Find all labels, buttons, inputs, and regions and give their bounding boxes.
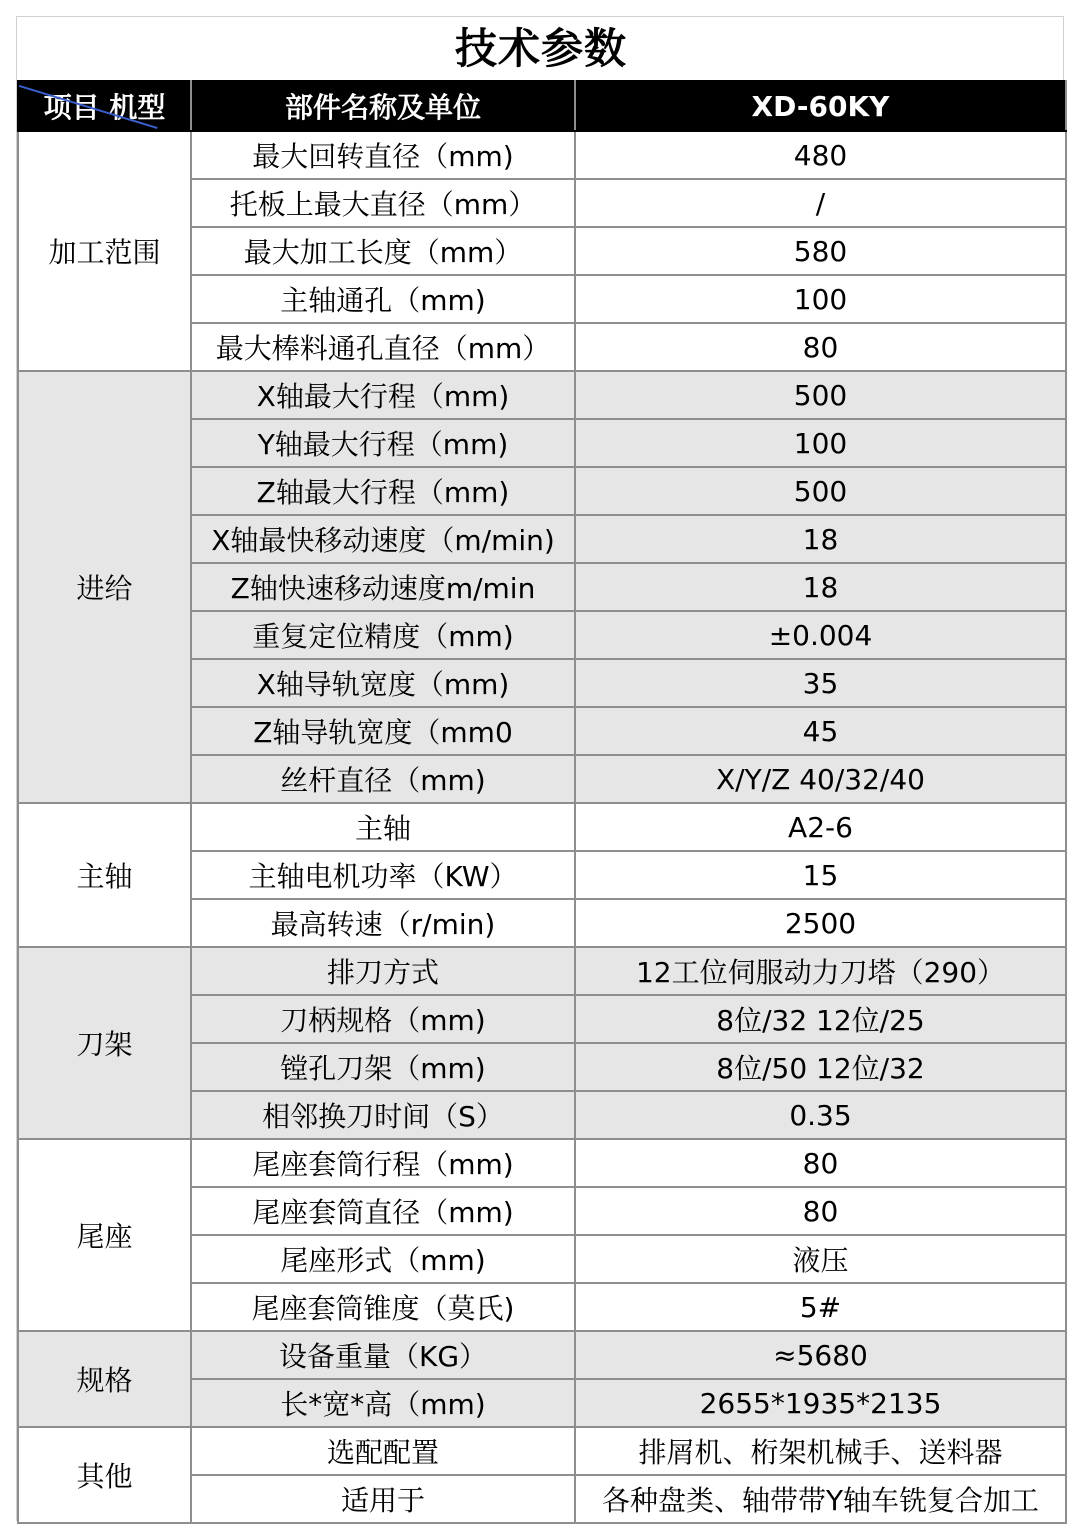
table-row	[18, 1331, 1066, 1379]
param-cell: 尾座套筒锥度（莫氏)	[191, 1283, 575, 1331]
param-cell: Z轴快速移动速度m/min	[191, 563, 575, 611]
value-cell: 12工位伺服动力刀塔（290）	[575, 947, 1066, 995]
param-cell: 重复定位精度（mm)	[191, 611, 575, 659]
param-cell: 长*宽*高（mm)	[191, 1379, 575, 1427]
value-cell: ≈5680	[575, 1331, 1066, 1379]
value-cell: 500	[575, 371, 1066, 419]
value-cell: 18	[575, 563, 1066, 611]
table-row	[18, 131, 1066, 179]
value-cell: 8位/50 12位/32	[575, 1043, 1066, 1091]
param-cell: 主轴	[191, 803, 575, 851]
category-cell: 主轴	[18, 803, 191, 947]
table-row	[18, 947, 1066, 995]
param-cell: 最大棒料通孔直径（mm）	[191, 323, 575, 371]
value-cell: 480	[575, 131, 1066, 179]
value-cell: X/Y/Z 40/32/40	[575, 755, 1066, 803]
value-cell: A2-6	[575, 803, 1066, 851]
param-cell: 尾座套筒行程（mm)	[191, 1139, 575, 1187]
param-cell: 主轴通孔（mm)	[191, 275, 575, 323]
value-cell: 5#	[575, 1283, 1066, 1331]
param-cell: 选配配置	[191, 1427, 575, 1475]
param-cell: 镗孔刀架（mm)	[191, 1043, 575, 1091]
value-cell: 500	[575, 467, 1066, 515]
param-cell: 最大加工长度（mm）	[191, 227, 575, 275]
header-model-value: XD-60KY	[575, 81, 1066, 131]
param-cell: X轴最快移动速度（m/min)	[191, 515, 575, 563]
value-cell: 液压	[575, 1235, 1066, 1283]
header-model-label: 机型	[109, 91, 166, 124]
param-cell: 设备重量（KG）	[191, 1331, 575, 1379]
param-cell: 最高转速（r/min)	[191, 899, 575, 947]
table-row	[18, 371, 1066, 419]
category-cell: 其他	[18, 1427, 191, 1523]
spec-sheet	[16, 16, 1064, 1521]
value-cell: 18	[575, 515, 1066, 563]
param-cell: Z轴导轨宽度（mm0	[191, 707, 575, 755]
value-cell: 45	[575, 707, 1066, 755]
value-cell: 80	[575, 323, 1066, 371]
value-cell: 排屑机、桁架机械手、送料器	[575, 1427, 1066, 1475]
param-cell: 相邻换刀时间（S）	[191, 1091, 575, 1139]
param-cell: Y轴最大行程（mm)	[191, 419, 575, 467]
value-cell: 35	[575, 659, 1066, 707]
value-cell: 100	[575, 419, 1066, 467]
category-cell: 加工范围	[18, 131, 191, 371]
category-cell: 进给	[18, 371, 191, 803]
param-cell: 主轴电机功率（KW）	[191, 851, 575, 899]
value-cell: 80	[575, 1139, 1066, 1187]
param-cell: 托板上最大直径（mm）	[191, 179, 575, 227]
param-cell: 尾座套筒直径（mm)	[191, 1187, 575, 1235]
param-cell: 最大回转直径（mm)	[191, 131, 575, 179]
value-cell: 各种盘类、轴带带Y轴车铣复合加工	[575, 1475, 1066, 1523]
value-cell: 8位/32 12位/25	[575, 995, 1066, 1043]
param-cell: 适用于	[191, 1475, 575, 1523]
value-cell: 2655*1935*2135	[575, 1379, 1066, 1427]
value-cell: 2500	[575, 899, 1066, 947]
category-cell: 尾座	[18, 1139, 191, 1331]
value-cell: /	[575, 179, 1066, 227]
header-param-label: 部件名称及单位	[191, 81, 575, 131]
spec-table	[17, 80, 1067, 1524]
category-cell: 规格	[18, 1331, 191, 1427]
header-item-label: 项目	[43, 91, 100, 124]
diagonal-divider-icon	[19, 82, 190, 130]
param-cell: X轴导轨宽度（mm)	[191, 659, 575, 707]
value-cell: 0.35	[575, 1091, 1066, 1139]
param-cell: Z轴最大行程（mm)	[191, 467, 575, 515]
value-cell: ±0.004	[575, 611, 1066, 659]
page-title: 技术参数	[454, 24, 627, 73]
param-cell: 丝杆直径（mm)	[191, 755, 575, 803]
value-cell: 580	[575, 227, 1066, 275]
param-cell: X轴最大行程（mm)	[191, 371, 575, 419]
param-cell: 排刀方式	[191, 947, 575, 995]
table-row	[18, 803, 1066, 851]
param-cell: 尾座形式（mm)	[191, 1235, 575, 1283]
table-header-row	[18, 81, 1066, 131]
table-row	[18, 1139, 1066, 1187]
table-row	[18, 1427, 1066, 1475]
param-cell: 刀柄规格（mm)	[191, 995, 575, 1043]
value-cell: 15	[575, 851, 1066, 899]
category-cell: 刀架	[18, 947, 191, 1139]
value-cell: 100	[575, 275, 1066, 323]
value-cell: 80	[575, 1187, 1066, 1235]
header-item-model-cell	[18, 81, 191, 131]
